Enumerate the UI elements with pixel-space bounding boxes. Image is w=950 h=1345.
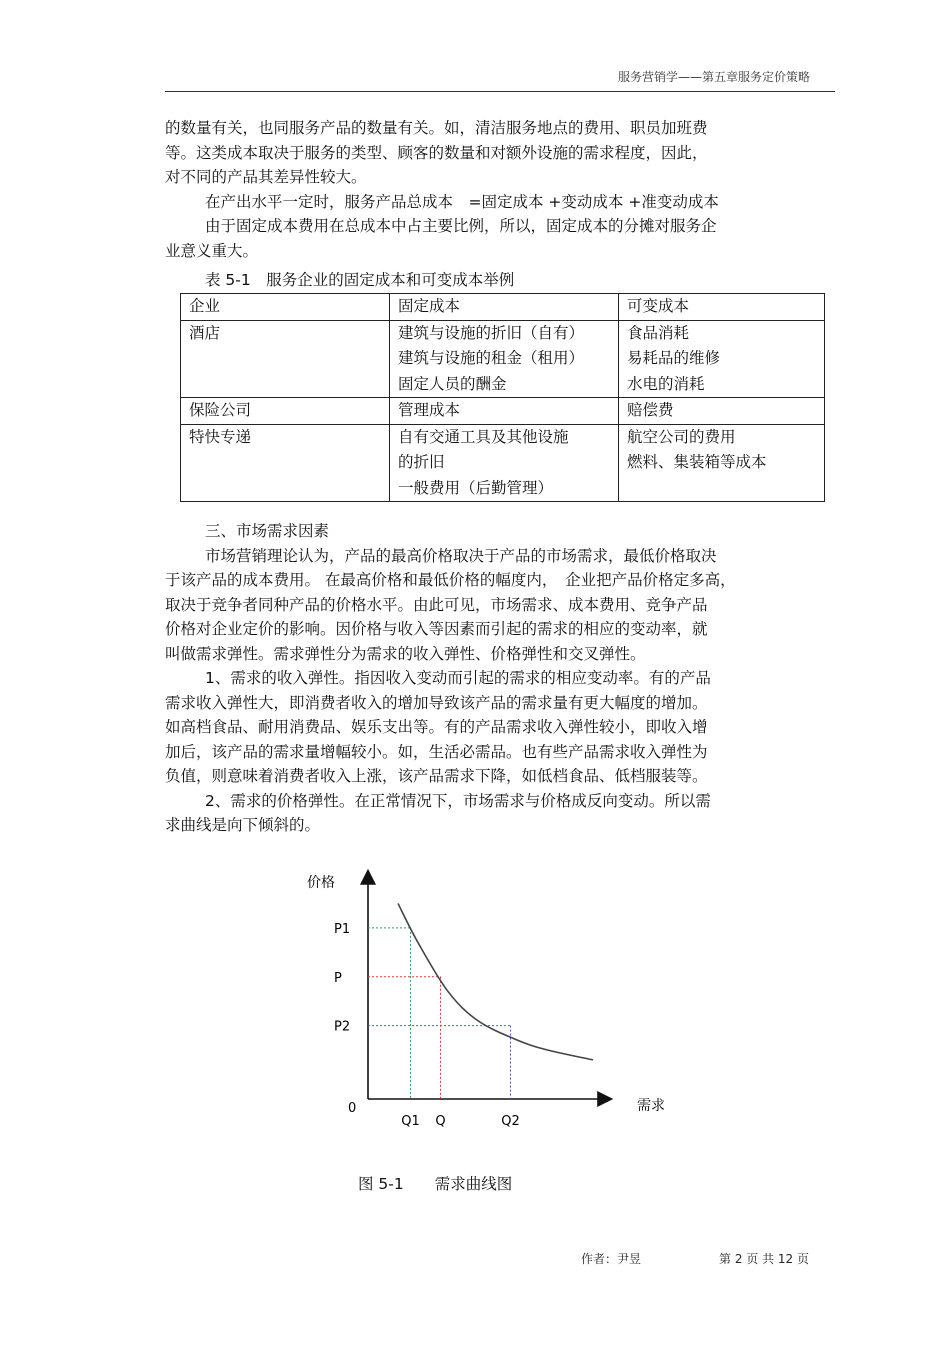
section-heading: 三、市场需求因素 — [205, 522, 330, 540]
text-line: 市场营销理论认为，产品的最高价格取决于产品的市场需求，最低价格取决 — [205, 546, 717, 565]
text-line: 价格对企业定价的影响。因价格与收入等因素而引起的需求的相应的变动率，就 — [165, 620, 708, 638]
cell-company: 特快专递 — [181, 424, 390, 502]
text-line: 求曲线是向下倾斜的。 — [165, 816, 321, 834]
text-line: 业意义重大。 — [165, 241, 259, 260]
header-fixed: 固定成本 — [390, 294, 619, 321]
text-line: 负值，则意味着消费者收入上涨，该产品需求下降，如低档食品、低档服装等。 — [165, 767, 708, 785]
footer-page-number: 第 2 页 共 12 页 — [719, 1252, 809, 1266]
text-line: 由于固定成本费用在总成本中占主要比例，所以，固定成本的分摊对服务企 — [205, 217, 717, 235]
cell-fixed: 管理成本 — [390, 398, 619, 425]
cell-variable: 航空公司的费用 燃料、集装箱等成本 — [619, 424, 825, 502]
text-line: 取决于竞争者同种产品的价格水平。由此可见，市场需求、成本费用、竞争产品 — [165, 595, 708, 614]
cell-company: 保险公司 — [181, 398, 390, 425]
x-tick-label-q2: Q2 — [501, 1114, 520, 1129]
table-caption: 表 5-1 服务企业的固定成本和可变成本举例 — [205, 271, 515, 289]
x-tick-label-q1: Q1 — [401, 1114, 420, 1129]
text-line: 2、需求的价格弹性。在正常情况下，市场需求与价格成反向变动。所以需 — [205, 791, 711, 810]
y-tick-label-p2: P2 — [334, 1019, 351, 1035]
text-line: 1、需求的收入弹性。指因收入变动而引起的需求的相应变动率。有的产品 — [205, 669, 711, 687]
text-line: 如高档食品、耐用消费品、娱乐支出等。有的产品需求收入弹性较小，即收入增 — [165, 718, 708, 736]
cell-company: 酒店 — [181, 320, 390, 398]
x-tick-label-q: Q — [435, 1114, 446, 1129]
y-axis-label: 价格 — [307, 875, 335, 891]
text-line: 对不同的产品其差异性较大。 — [165, 168, 367, 186]
footer-author: 作者：尹昱 — [581, 1252, 642, 1266]
text-line: 于该产品的成本费用。 在最高价格和最低价格的幅度内， 企业把产品价格定多高， — [165, 571, 736, 589]
x-axis-label: 需求 — [637, 1098, 665, 1114]
text-line: 加后，该产品的需求量增幅较小。如，生活必需品。也有些产品需求收入弹性为 — [165, 742, 708, 761]
header-company: 企业 — [181, 294, 390, 321]
text-line: 需求收入弹性大，即消费者收入的增加导致该产品的需求量有更大幅度的增加。 — [165, 693, 708, 712]
text-line: 等。这类成本取决于服务的类型、顾客的数量和对额外设施的需求程度，因此， — [165, 143, 708, 162]
demand-curve-line — [398, 903, 593, 1059]
figure-caption: 图 5-1 需求曲线图 — [358, 1175, 513, 1193]
y-tick-label-p1: P1 — [334, 921, 351, 937]
text-line: 的数量有关，也同服务产品的数量有关。如，清洁服务地点的费用、职员加班费 — [165, 119, 708, 137]
formula-line: 在产出水平一定时，服务产品总成本 =固定成本 +变动成本 +准变动成本 — [205, 192, 719, 211]
header-title: 服务营销学——第五章服务定价策略 — [617, 70, 810, 84]
header-variable: 可变成本 — [619, 294, 825, 321]
text-line: 叫做需求弹性。需求弹性分为需求的收入弹性、价格弹性和交叉弹性。 — [165, 644, 646, 663]
cell-fixed: 自有交通工具及其他设施 的折旧 一般费用（后勤管理） — [390, 424, 619, 502]
y-tick-label-p: P — [334, 970, 342, 986]
cell-variable: 赔偿费 — [619, 398, 825, 425]
cell-fixed: 建筑与设施的折旧（自有） 建筑与设施的租金（租用） 固定人员的酬金 — [390, 320, 619, 398]
origin-label: 0 — [348, 1101, 357, 1116]
cell-variable: 食品消耗 易耗品的维修 水电的消耗 — [619, 320, 825, 398]
